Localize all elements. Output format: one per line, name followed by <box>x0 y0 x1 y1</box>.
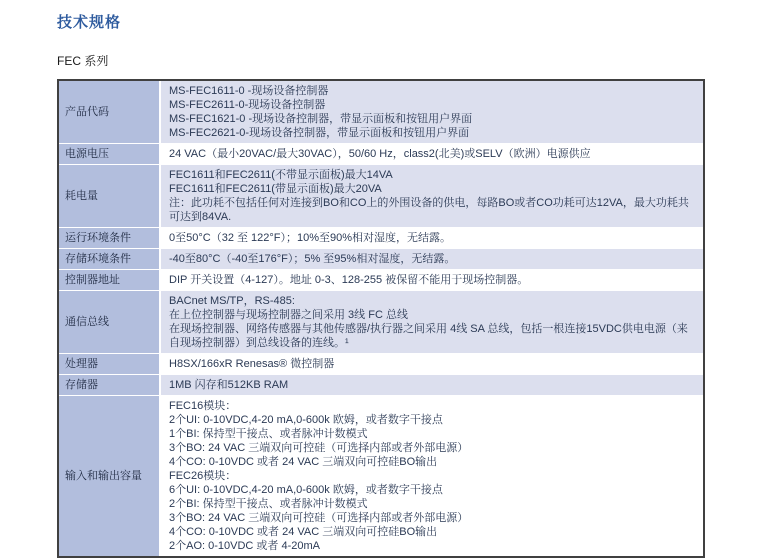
spec-label: 输入和输出容量 <box>59 396 161 556</box>
spec-line: MS-FEC1621-0 -现场设备控制器，带显示面板和按钮用户界面 <box>169 113 473 125</box>
spec-line: FEC16模块： <box>169 400 237 412</box>
spec-line: 在上位控制器与现场控制器之间采用 3线 FC 总线 <box>169 309 408 321</box>
spec-label: 控制器地址 <box>59 270 161 291</box>
spec-line: DIP 开关设置（4-127）。地址 0-3、128-255 被保留不能用于现场控制器。 <box>169 274 529 286</box>
spec-value <box>161 375 703 396</box>
spec-line: 在现场控制器、网络传感器与其他传感器/执行器之间采用 4线 SA 总线，包括一根连接15VDC供电电源（来自现场控制器）到总线设备的连线。¹ <box>169 323 688 349</box>
spec-line: -40至80°C（-40至176°F）；5% 至95%相对湿度，无结露。 <box>169 253 456 265</box>
spec-row-operating-conditions <box>59 228 703 249</box>
spec-value <box>161 270 703 291</box>
spec-label: 运行环境条件 <box>59 228 161 249</box>
spec-row-supply-voltage <box>59 144 703 165</box>
spec-value <box>161 165 703 228</box>
spec-row-storage-conditions <box>59 249 703 270</box>
spec-value <box>161 291 703 354</box>
spec-row-processor <box>59 354 703 375</box>
spec-value <box>161 144 703 165</box>
spec-value <box>161 228 703 249</box>
spec-line: FEC1611和FEC2611(不带显示面板)最大14VA <box>169 169 393 181</box>
spec-label: 处理器 <box>59 354 161 375</box>
spec-line: BACnet MS/TP，RS-485: <box>169 295 295 307</box>
spec-line: 1MB 闪存和512KB RAM <box>169 379 289 391</box>
spec-label: 通信总线 <box>59 291 161 354</box>
spec-line: 3个BO: 24 VAC 三端双向可控硅（可选择内部或者外部电源） <box>169 442 469 454</box>
spec-line: 2个UI: 0-10VDC,4-20 mA,0-600k 欧姆，或者数字干接点 <box>169 414 443 426</box>
spec-line: 24 VAC（最小20VAC/最大30VAC），50/60 Hz，class2(北美)或SELV（欧洲）电源供应 <box>169 148 591 160</box>
spec-table <box>57 79 705 558</box>
spec-line: 4个CO: 0-10VDC 或者 24 VAC 三端双向可控硅BO输出 <box>169 456 438 468</box>
spec-label: 产品代码 <box>59 81 161 144</box>
spec-label: 存储器 <box>59 375 161 396</box>
page-subtitle: FEC 系列 <box>57 54 109 68</box>
spec-line: 2个AO: 0-10VDC 或者 4-20mA <box>169 540 320 552</box>
spec-row-io-capacity <box>59 396 703 556</box>
page-title: 技术规格 <box>57 14 122 31</box>
spec-label: 耗电量 <box>59 165 161 228</box>
spec-value <box>161 81 703 144</box>
spec-label: 电源电压 <box>59 144 161 165</box>
spec-line: 0至50°C（32 至 122°F）；10%至90%相对湿度，无结露。 <box>169 232 452 244</box>
spec-row-memory <box>59 375 703 396</box>
spec-line: FEC26模块： <box>169 470 237 482</box>
spec-line: 注：此功耗不包括任何对连接到BO和CO上的外围设备的供电，每路BO或者CO功耗可达12VA，最大功耗共可达到84VA. <box>169 197 689 223</box>
spec-row-communication-bus <box>59 291 703 354</box>
spec-line: 6个UI: 0-10VDC,4-20 mA,0-600k 欧姆，或者数字干接点 <box>169 484 443 496</box>
spec-line: 1个BI: 保持型干接点、或者脉冲计数模式 <box>169 428 368 440</box>
spec-row-product-code <box>59 81 703 144</box>
spec-line: 4个CO: 0-10VDC 或者 24 VAC 三端双向可控硅BO输出 <box>169 526 438 538</box>
spec-value <box>161 354 703 375</box>
spec-row-controller-address <box>59 270 703 291</box>
spec-line: MS-FEC1611-0 -现场设备控制器 <box>169 85 329 97</box>
spec-value <box>161 396 703 556</box>
spec-line: MS-FEC2611-0-现场设备控制器 <box>169 99 326 111</box>
spec-line: H8SX/166xR Renesas® 微控制器 <box>169 358 335 370</box>
spec-line: 2个BI: 保持型干接点、或者脉冲计数模式 <box>169 498 368 510</box>
spec-value <box>161 249 703 270</box>
spec-line: 3个BO: 24 VAC 三端双向可控硅（可选择内部或者外部电源） <box>169 512 469 524</box>
spec-row-power-consumption <box>59 165 703 228</box>
spec-line: FEC1611和FEC2611(带显示面板)最大20VA <box>169 183 382 195</box>
spec-label: 存储环境条件 <box>59 249 161 270</box>
spec-line: MS-FEC2621-0-现场设备控制器，带显示面板和按钮用户界面 <box>169 127 470 139</box>
